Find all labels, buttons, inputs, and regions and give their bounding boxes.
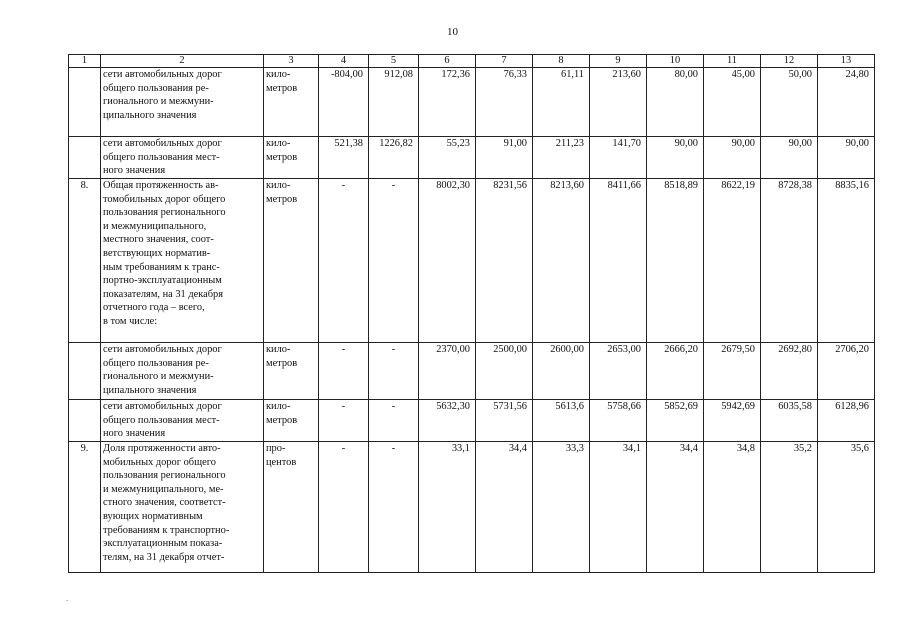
value-cell: 2370,00 <box>419 343 476 400</box>
value-cell: - <box>319 442 369 573</box>
unit-text: кило- метров <box>266 69 298 94</box>
unit-text: про- центов <box>266 443 297 468</box>
indicator-name-text: сети автомобильных дорог общего пользования ре- гионального и межмуни- ципального значения <box>103 344 222 396</box>
table-row <box>69 68 875 137</box>
table-row <box>69 400 875 442</box>
unit-cell <box>264 343 319 400</box>
value-cell: 90,00 <box>818 137 875 179</box>
unit-cell <box>264 442 319 573</box>
value-cell: 141,70 <box>590 137 647 179</box>
unit-cell <box>264 400 319 442</box>
value-cell: 521,38 <box>319 137 369 179</box>
value-cell: 8411,66 <box>590 179 647 343</box>
row-number-cell: 9. <box>69 442 101 573</box>
value-cell: 5632,30 <box>419 400 476 442</box>
column-header: 7 <box>476 55 533 68</box>
value-cell: 2679,50 <box>704 343 761 400</box>
row-number-cell: 8. <box>69 179 101 343</box>
column-header: 2 <box>101 55 264 68</box>
value-cell: 912,08 <box>369 68 419 137</box>
value-cell: 8518,89 <box>647 179 704 343</box>
page-number: 10 <box>447 26 458 38</box>
row-number-cell <box>69 400 101 442</box>
value-cell: 35,2 <box>761 442 818 573</box>
indicator-name-cell <box>101 179 264 343</box>
value-cell: 5731,56 <box>476 400 533 442</box>
table-row <box>69 137 875 179</box>
value-cell: 34,4 <box>476 442 533 573</box>
indicator-name-text: сети автомобильных дорог общего пользования мест- ного значения <box>103 401 222 440</box>
indicator-name-cell <box>101 442 264 573</box>
indicator-name-text: сети автомобильных дорог общего пользования мест- ного значения <box>103 138 222 177</box>
table-row <box>69 343 875 400</box>
value-cell: 34,1 <box>590 442 647 573</box>
column-header: 8 <box>533 55 590 68</box>
value-cell: 34,4 <box>647 442 704 573</box>
row-number-cell <box>69 68 101 137</box>
indicator-name-cell <box>101 400 264 442</box>
column-header: 13 <box>818 55 875 68</box>
indicator-name-cell <box>101 68 264 137</box>
value-cell: - <box>369 400 419 442</box>
indicators-table <box>68 54 875 573</box>
value-cell: 24,80 <box>818 68 875 137</box>
unit-cell <box>264 68 319 137</box>
unit-cell <box>264 137 319 179</box>
value-cell: - <box>369 179 419 343</box>
value-cell: 213,60 <box>590 68 647 137</box>
indicator-name-text: Общая протяженность ав- томобильных дорог общего пользования регионального и межмуниципального, местного значения, соот- ветствующих норматив- ным требованиям к транс- портно-эксплуатационным показателям, на 31 декабря отчетного года – всего, в том числе: <box>103 180 226 327</box>
indicator-name-cell <box>101 137 264 179</box>
scan-speck <box>66 600 68 601</box>
value-cell: - <box>369 442 419 573</box>
column-header: 9 <box>590 55 647 68</box>
column-header: 12 <box>761 55 818 68</box>
column-header: 10 <box>647 55 704 68</box>
value-cell: 5852,69 <box>647 400 704 442</box>
value-cell: 76,33 <box>476 68 533 137</box>
value-cell: 2666,20 <box>647 343 704 400</box>
unit-cell <box>264 179 319 343</box>
value-cell: -804,00 <box>319 68 369 137</box>
value-cell: 80,00 <box>647 68 704 137</box>
value-cell: 1226,82 <box>369 137 419 179</box>
value-cell: 90,00 <box>761 137 818 179</box>
value-cell: 5613,6 <box>533 400 590 442</box>
column-header: 11 <box>704 55 761 68</box>
row-number-cell <box>69 137 101 179</box>
value-cell: 2500,00 <box>476 343 533 400</box>
value-cell: 61,11 <box>533 68 590 137</box>
value-cell: 8835,16 <box>818 179 875 343</box>
table-row <box>69 179 875 343</box>
value-cell: 35,6 <box>818 442 875 573</box>
unit-text: кило- метров <box>266 138 298 163</box>
value-cell: 2692,80 <box>761 343 818 400</box>
value-cell: 8213,60 <box>533 179 590 343</box>
indicator-name-cell <box>101 343 264 400</box>
value-cell: 45,00 <box>704 68 761 137</box>
value-cell: 2600,00 <box>533 343 590 400</box>
value-cell: 8002,30 <box>419 179 476 343</box>
value-cell: 8728,38 <box>761 179 818 343</box>
value-cell: 8622,19 <box>704 179 761 343</box>
value-cell: - <box>319 179 369 343</box>
column-header: 5 <box>369 55 419 68</box>
column-header: 6 <box>419 55 476 68</box>
value-cell: 2653,00 <box>590 343 647 400</box>
unit-text: кило- метров <box>266 344 298 369</box>
value-cell: 211,23 <box>533 137 590 179</box>
value-cell: 5942,69 <box>704 400 761 442</box>
unit-text: кило- метров <box>266 180 298 205</box>
value-cell: 55,23 <box>419 137 476 179</box>
value-cell: - <box>319 343 369 400</box>
value-cell: 91,00 <box>476 137 533 179</box>
value-cell: - <box>319 400 369 442</box>
value-cell: 6035,58 <box>761 400 818 442</box>
column-header: 3 <box>264 55 319 68</box>
value-cell: 5758,66 <box>590 400 647 442</box>
column-header: 1 <box>69 55 101 68</box>
indicator-name-text: Доля протяженности авто- мобильных дорог общего пользования регионального и межмуниципального, ме- стного значения, соответст- вующих нормативным требованиям к транспортно- эксплуатационным показа- телям, на 31 декабря отчет- <box>103 443 230 563</box>
value-cell: - <box>369 343 419 400</box>
value-cell: 50,00 <box>761 68 818 137</box>
value-cell: 90,00 <box>704 137 761 179</box>
column-header: 4 <box>319 55 369 68</box>
value-cell: 33,3 <box>533 442 590 573</box>
value-cell: 34,8 <box>704 442 761 573</box>
column-number-header-row <box>69 55 875 68</box>
indicator-name-text: сети автомобильных дорог общего пользования ре- гионального и межмуни- ципального значения <box>103 69 222 121</box>
unit-text: кило- метров <box>266 401 298 426</box>
value-cell: 90,00 <box>647 137 704 179</box>
value-cell: 2706,20 <box>818 343 875 400</box>
value-cell: 6128,96 <box>818 400 875 442</box>
value-cell: 8231,56 <box>476 179 533 343</box>
row-number-cell <box>69 343 101 400</box>
table-row <box>69 442 875 573</box>
value-cell: 33,1 <box>419 442 476 573</box>
value-cell: 172,36 <box>419 68 476 137</box>
